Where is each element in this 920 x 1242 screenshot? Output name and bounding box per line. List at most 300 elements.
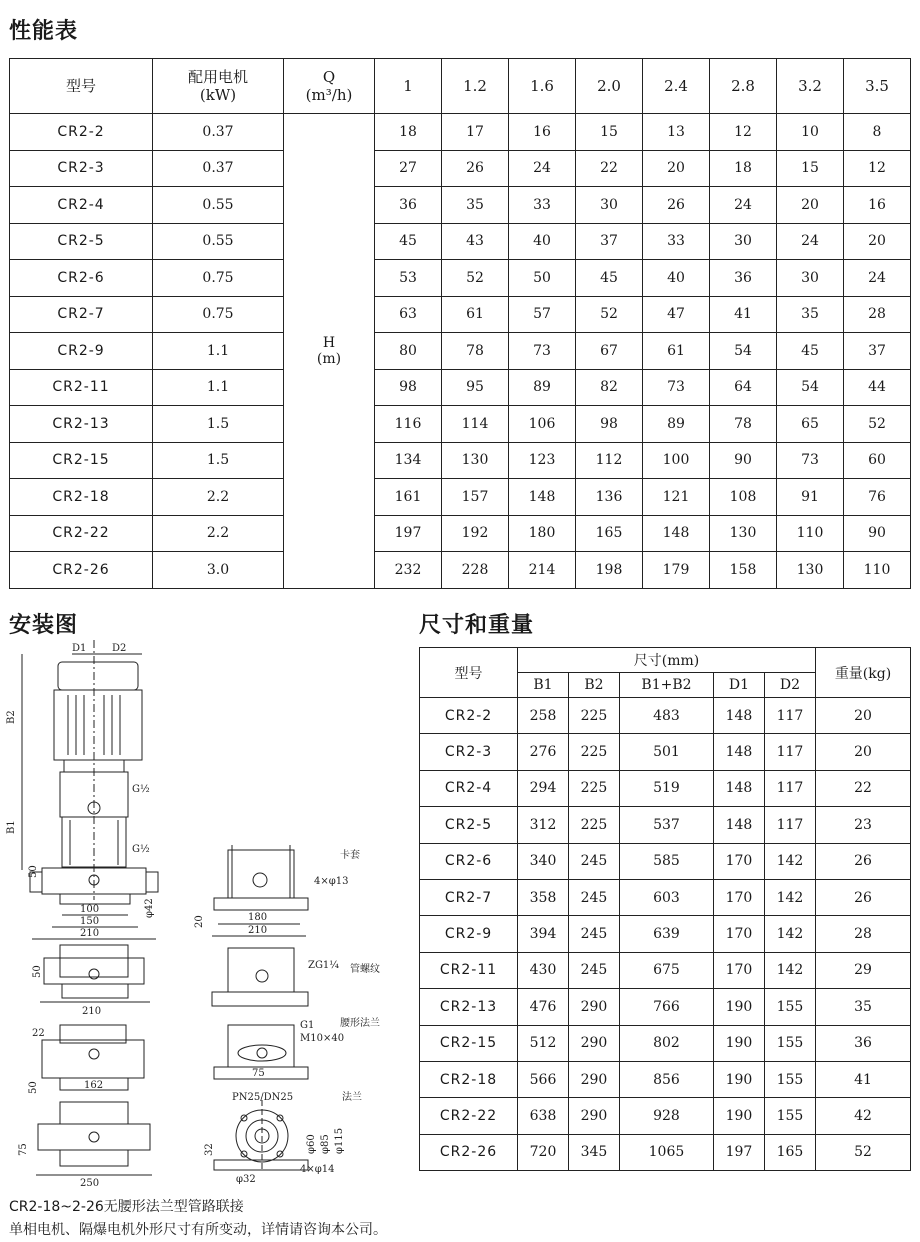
head-value-cell: 130 bbox=[777, 552, 844, 589]
dim-col-size-header: 尺寸(mm) bbox=[518, 648, 816, 673]
dim-value-cell: 675 bbox=[619, 952, 713, 988]
head-value-cell: 35 bbox=[442, 187, 509, 224]
head-value-cell: 27 bbox=[375, 150, 442, 187]
head-value-cell: 130 bbox=[710, 515, 777, 552]
performance-body bbox=[10, 114, 911, 589]
motor-kw-cell: 1.1 bbox=[153, 333, 284, 370]
label-pn25: PN25/DN25 bbox=[232, 1092, 294, 1103]
motor-kw-cell: 0.37 bbox=[153, 150, 284, 187]
head-value-cell: 22 bbox=[576, 150, 643, 187]
performance-row bbox=[10, 552, 911, 589]
dim-value-cell: 519 bbox=[619, 770, 713, 806]
head-value-cell: 228 bbox=[442, 552, 509, 589]
dim-col-model-header: 型号 bbox=[420, 648, 518, 698]
label-20: 20 bbox=[194, 915, 205, 928]
dim-weight-cell: 52 bbox=[816, 1134, 911, 1170]
note-line-2: 单相电机、隔爆电机外形尺寸有所变动，详情请咨询本公司。 bbox=[9, 1222, 387, 1238]
dim-model-cell: CR2-4 bbox=[420, 770, 518, 806]
view-bottom bbox=[36, 1102, 152, 1175]
performance-row bbox=[10, 114, 911, 151]
head-value-cell: 179 bbox=[643, 552, 710, 589]
dim-weight-cell: 28 bbox=[816, 916, 911, 952]
head-value-cell: 18 bbox=[710, 150, 777, 187]
model-cell: CR2-6 bbox=[10, 260, 153, 297]
head-value-cell: 57 bbox=[509, 296, 576, 333]
performance-header-row bbox=[10, 59, 911, 114]
head-value-cell: 161 bbox=[375, 479, 442, 516]
dim-model-cell: CR2-9 bbox=[420, 916, 518, 952]
col-q-label: Q bbox=[322, 68, 336, 86]
dim-value-cell: 1065 bbox=[619, 1134, 713, 1170]
label-phi42: φ42 bbox=[144, 898, 155, 918]
col-motor-label: 配用电机 bbox=[187, 68, 248, 86]
head-value-cell: 40 bbox=[509, 223, 576, 260]
dim-subcol-header: B1 bbox=[518, 673, 569, 698]
dim-value-cell: 258 bbox=[518, 698, 569, 734]
head-value-cell: 20 bbox=[777, 187, 844, 224]
flow-header: 2.0 bbox=[576, 59, 643, 114]
model-cell: CR2-26 bbox=[10, 552, 153, 589]
dim-value-cell: 117 bbox=[764, 770, 815, 806]
model-cell: CR2-18 bbox=[10, 479, 153, 516]
dim-value-cell: 225 bbox=[568, 807, 619, 843]
head-value-cell: 52 bbox=[576, 296, 643, 333]
label-50-elevation: 50 bbox=[28, 865, 39, 878]
head-value-cell: 50 bbox=[509, 260, 576, 297]
dim-weight-cell: 36 bbox=[816, 1025, 911, 1061]
view-pipe-thread bbox=[212, 948, 308, 1006]
col-q-header bbox=[284, 59, 375, 114]
dim-model-cell: CR2-26 bbox=[420, 1134, 518, 1170]
motor-kw-cell: 0.75 bbox=[153, 296, 284, 333]
dim-value-cell: 190 bbox=[713, 1098, 764, 1134]
dim-value-cell: 190 bbox=[713, 1061, 764, 1097]
head-value-cell: 65 bbox=[777, 406, 844, 443]
head-value-cell: 54 bbox=[777, 369, 844, 406]
dim-value-cell: 225 bbox=[568, 698, 619, 734]
motor-kw-cell: 1.5 bbox=[153, 442, 284, 479]
dim-value-cell: 155 bbox=[764, 1025, 815, 1061]
dim-value-cell: 290 bbox=[568, 1025, 619, 1061]
col-model-header: 型号 bbox=[10, 59, 153, 114]
head-value-cell: 20 bbox=[643, 150, 710, 187]
head-value-cell: 44 bbox=[844, 369, 911, 406]
col-motor-unit: (kW) bbox=[199, 86, 237, 104]
head-value-cell: 112 bbox=[576, 442, 643, 479]
head-label-cell bbox=[284, 114, 375, 589]
head-value-cell: 89 bbox=[509, 369, 576, 406]
head-value-cell: 47 bbox=[643, 296, 710, 333]
view-round-flange bbox=[214, 1100, 308, 1170]
motor-kw-cell: 0.37 bbox=[153, 114, 284, 151]
dim-value-cell: 117 bbox=[764, 698, 815, 734]
dimensions-row bbox=[420, 1061, 911, 1097]
dim-weight-cell: 42 bbox=[816, 1098, 911, 1134]
dim-value-cell: 483 bbox=[619, 698, 713, 734]
dim-value-cell: 170 bbox=[713, 843, 764, 879]
performance-row bbox=[10, 442, 911, 479]
head-value-cell: 82 bbox=[576, 369, 643, 406]
dim-value-cell: 537 bbox=[619, 807, 713, 843]
label-g1: G1 bbox=[300, 1020, 315, 1031]
head-value-cell: 60 bbox=[844, 442, 911, 479]
head-value-cell: 36 bbox=[375, 187, 442, 224]
label-phi32: φ32 bbox=[236, 1174, 256, 1185]
head-value-cell: 18 bbox=[375, 114, 442, 151]
head-value-cell: 36 bbox=[710, 260, 777, 297]
dimensions-table bbox=[419, 647, 911, 1171]
head-value-cell: 90 bbox=[844, 515, 911, 552]
head-value-cell: 76 bbox=[844, 479, 911, 516]
head-value-cell: 67 bbox=[576, 333, 643, 370]
head-unit: (m) bbox=[316, 350, 342, 367]
head-value-cell: 232 bbox=[375, 552, 442, 589]
dimensions-row bbox=[420, 879, 911, 915]
model-cell: CR2-4 bbox=[10, 187, 153, 224]
head-value-cell: 17 bbox=[442, 114, 509, 151]
dim-value-cell: 245 bbox=[568, 952, 619, 988]
label-210-clamp: 210 bbox=[248, 925, 268, 936]
dim-weight-cell: 26 bbox=[816, 879, 911, 915]
col-q-unit: (m³/h) bbox=[305, 86, 353, 104]
head-value-cell: 116 bbox=[375, 406, 442, 443]
dimensions-row bbox=[420, 1025, 911, 1061]
dim-value-cell: 566 bbox=[518, 1061, 569, 1097]
head-value-cell: 24 bbox=[509, 150, 576, 187]
dim-subcol-header: B1+B2 bbox=[619, 673, 713, 698]
motor-kw-cell: 0.55 bbox=[153, 187, 284, 224]
head-value-cell: 37 bbox=[844, 333, 911, 370]
head-value-cell: 26 bbox=[643, 187, 710, 224]
flow-header: 2.8 bbox=[710, 59, 777, 114]
dimensions-row bbox=[420, 952, 911, 988]
dim-value-cell: 117 bbox=[764, 807, 815, 843]
head-value-cell: 148 bbox=[643, 515, 710, 552]
model-cell: CR2-13 bbox=[10, 406, 153, 443]
head-value-cell: 136 bbox=[576, 479, 643, 516]
head-value-cell: 130 bbox=[442, 442, 509, 479]
label-oval-flange: 腰形法兰 bbox=[340, 1018, 380, 1029]
dimensions-row bbox=[420, 770, 911, 806]
dim-value-cell: 170 bbox=[713, 952, 764, 988]
dim-value-cell: 142 bbox=[764, 952, 815, 988]
head-value-cell: 121 bbox=[643, 479, 710, 516]
dim-col-weight-header: 重量(kg) bbox=[816, 648, 911, 698]
dim-model-cell: CR2-3 bbox=[420, 734, 518, 770]
label-g-half-top: G½ bbox=[132, 784, 150, 795]
dim-value-cell: 142 bbox=[764, 916, 815, 952]
dim-value-cell: 638 bbox=[518, 1098, 569, 1134]
note-line-1: CR2-18~2-26无腰形法兰型管路联接 bbox=[9, 1199, 244, 1215]
performance-row bbox=[10, 369, 911, 406]
head-value-cell: 45 bbox=[576, 260, 643, 297]
label-flange: 法兰 bbox=[342, 1092, 362, 1103]
label-phi85: φ85 bbox=[320, 1134, 331, 1154]
flow-header: 1 bbox=[375, 59, 442, 114]
head-value-cell: 33 bbox=[643, 223, 710, 260]
install-heading: 安装图 bbox=[9, 613, 79, 638]
dim-weight-cell: 41 bbox=[816, 1061, 911, 1097]
performance-row bbox=[10, 333, 911, 370]
head-value-cell: 12 bbox=[844, 150, 911, 187]
head-value-cell: 37 bbox=[576, 223, 643, 260]
label-180: 180 bbox=[248, 912, 268, 923]
dim-subcol-header: B2 bbox=[568, 673, 619, 698]
dim-value-cell: 170 bbox=[713, 879, 764, 915]
head-value-cell: 40 bbox=[643, 260, 710, 297]
performance-row bbox=[10, 479, 911, 516]
performance-row bbox=[10, 406, 911, 443]
head-value-cell: 33 bbox=[509, 187, 576, 224]
head-value-cell: 24 bbox=[710, 187, 777, 224]
head-value-cell: 41 bbox=[710, 296, 777, 333]
dimensions-header-row bbox=[420, 648, 911, 673]
dim-value-cell: 117 bbox=[764, 734, 815, 770]
dim-weight-cell: 26 bbox=[816, 843, 911, 879]
head-value-cell: 157 bbox=[442, 479, 509, 516]
head-value-cell: 134 bbox=[375, 442, 442, 479]
dim-value-cell: 501 bbox=[619, 734, 713, 770]
motor-kw-cell: 1.5 bbox=[153, 406, 284, 443]
head-value-cell: 80 bbox=[375, 333, 442, 370]
dim-weight-cell: 22 bbox=[816, 770, 911, 806]
head-value-cell: 95 bbox=[442, 369, 509, 406]
label-b2: B2 bbox=[6, 710, 17, 724]
dim-value-cell: 148 bbox=[713, 698, 764, 734]
head-value-cell: 28 bbox=[844, 296, 911, 333]
dimensions-row bbox=[420, 916, 911, 952]
model-cell: CR2-9 bbox=[10, 333, 153, 370]
head-value-cell: 24 bbox=[777, 223, 844, 260]
head-value-cell: 91 bbox=[777, 479, 844, 516]
dim-weight-cell: 23 bbox=[816, 807, 911, 843]
label-150: 150 bbox=[80, 916, 100, 927]
head-value-cell: 165 bbox=[576, 515, 643, 552]
model-cell: CR2-15 bbox=[10, 442, 153, 479]
head-value-cell: 158 bbox=[710, 552, 777, 589]
head-label: H bbox=[322, 334, 336, 351]
dim-value-cell: 345 bbox=[568, 1134, 619, 1170]
dim-model-cell: CR2-7 bbox=[420, 879, 518, 915]
head-value-cell: 52 bbox=[844, 406, 911, 443]
label-g-half-bottom: G½ bbox=[132, 844, 150, 855]
dim-value-cell: 766 bbox=[619, 989, 713, 1025]
head-value-cell: 16 bbox=[509, 114, 576, 151]
head-value-cell: 30 bbox=[777, 260, 844, 297]
head-value-cell: 53 bbox=[375, 260, 442, 297]
dim-value-cell: 476 bbox=[518, 989, 569, 1025]
head-value-cell: 43 bbox=[442, 223, 509, 260]
head-value-cell: 61 bbox=[643, 333, 710, 370]
dim-weight-cell: 29 bbox=[816, 952, 911, 988]
head-value-cell: 8 bbox=[844, 114, 911, 151]
motor-kw-cell: 2.2 bbox=[153, 515, 284, 552]
dim-model-cell: CR2-5 bbox=[420, 807, 518, 843]
performance-heading: 性能表 bbox=[9, 19, 79, 44]
dim-value-cell: 394 bbox=[518, 916, 569, 952]
dim-value-cell: 148 bbox=[713, 734, 764, 770]
head-value-cell: 148 bbox=[509, 479, 576, 516]
head-value-cell: 30 bbox=[710, 223, 777, 260]
head-value-cell: 24 bbox=[844, 260, 911, 297]
label-d1: D1 bbox=[72, 643, 87, 654]
head-value-cell: 13 bbox=[643, 114, 710, 151]
dim-value-cell: 155 bbox=[764, 1061, 815, 1097]
performance-row bbox=[10, 515, 911, 552]
dim-model-cell: CR2-18 bbox=[420, 1061, 518, 1097]
dim-value-cell: 245 bbox=[568, 879, 619, 915]
label-zg: ZG1¼ bbox=[308, 960, 339, 971]
motor-kw-cell: 3.0 bbox=[153, 552, 284, 589]
flow-header: 2.4 bbox=[643, 59, 710, 114]
model-cell: CR2-22 bbox=[10, 515, 153, 552]
head-value-cell: 100 bbox=[643, 442, 710, 479]
head-value-cell: 180 bbox=[509, 515, 576, 552]
head-value-cell: 15 bbox=[576, 114, 643, 151]
model-cell: CR2-7 bbox=[10, 296, 153, 333]
dim-model-cell: CR2-22 bbox=[420, 1098, 518, 1134]
dim-value-cell: 340 bbox=[518, 843, 569, 879]
motor-kw-cell: 1.1 bbox=[153, 369, 284, 406]
dimensions-heading: 尺寸和重量 bbox=[419, 613, 535, 638]
label-b1: B1 bbox=[6, 820, 17, 834]
dim-value-cell: 155 bbox=[764, 989, 815, 1025]
head-value-cell: 63 bbox=[375, 296, 442, 333]
label-22: 22 bbox=[32, 1028, 45, 1039]
label-bolt-14: 4×φ14 bbox=[300, 1164, 335, 1175]
dim-weight-cell: 20 bbox=[816, 698, 911, 734]
head-value-cell: 98 bbox=[375, 369, 442, 406]
head-value-cell: 20 bbox=[844, 223, 911, 260]
performance-table bbox=[9, 58, 911, 589]
flow-header: 3.2 bbox=[777, 59, 844, 114]
head-value-cell: 73 bbox=[643, 369, 710, 406]
label-m10: M10×40 bbox=[300, 1033, 345, 1044]
dim-subcol-header: D2 bbox=[764, 673, 815, 698]
model-cell: CR2-2 bbox=[10, 114, 153, 151]
dimensions-row bbox=[420, 843, 911, 879]
dim-value-cell: 142 bbox=[764, 843, 815, 879]
dim-value-cell: 148 bbox=[713, 770, 764, 806]
dim-value-cell: 142 bbox=[764, 879, 815, 915]
dim-value-cell: 170 bbox=[713, 916, 764, 952]
dim-value-cell: 225 bbox=[568, 770, 619, 806]
motor-kw-cell: 0.75 bbox=[153, 260, 284, 297]
dim-value-cell: 639 bbox=[619, 916, 713, 952]
dimensions-row bbox=[420, 1098, 911, 1134]
head-value-cell: 110 bbox=[844, 552, 911, 589]
label-250: 250 bbox=[80, 1178, 100, 1189]
label-50-base: 50 bbox=[32, 965, 43, 978]
dim-subcol-header: D1 bbox=[713, 673, 764, 698]
dim-value-cell: 290 bbox=[568, 1098, 619, 1134]
head-value-cell: 78 bbox=[710, 406, 777, 443]
head-value-cell: 106 bbox=[509, 406, 576, 443]
performance-row bbox=[10, 187, 911, 224]
flow-header: 1.6 bbox=[509, 59, 576, 114]
label-32-flange: 32 bbox=[204, 1143, 215, 1156]
head-value-cell: 52 bbox=[442, 260, 509, 297]
dimensions-row bbox=[420, 734, 911, 770]
dim-value-cell: 856 bbox=[619, 1061, 713, 1097]
head-value-cell: 45 bbox=[777, 333, 844, 370]
dim-model-cell: CR2-15 bbox=[420, 1025, 518, 1061]
view-clamp bbox=[214, 845, 308, 910]
performance-row bbox=[10, 150, 911, 187]
head-value-cell: 45 bbox=[375, 223, 442, 260]
dim-model-cell: CR2-6 bbox=[420, 843, 518, 879]
dim-value-cell: 190 bbox=[713, 1025, 764, 1061]
model-cell: CR2-11 bbox=[10, 369, 153, 406]
dim-value-cell: 165 bbox=[764, 1134, 815, 1170]
label-bolt-13: 4×φ13 bbox=[314, 876, 349, 887]
head-value-cell: 35 bbox=[777, 296, 844, 333]
head-value-cell: 89 bbox=[643, 406, 710, 443]
label-phi115: φ115 bbox=[334, 1127, 345, 1154]
head-value-cell: 98 bbox=[576, 406, 643, 443]
dim-value-cell: 802 bbox=[619, 1025, 713, 1061]
head-value-cell: 54 bbox=[710, 333, 777, 370]
head-value-cell: 15 bbox=[777, 150, 844, 187]
label-210-base: 210 bbox=[82, 1006, 102, 1017]
dim-value-cell: 294 bbox=[518, 770, 569, 806]
dim-value-cell: 585 bbox=[619, 843, 713, 879]
label-162: 162 bbox=[84, 1080, 104, 1091]
head-value-cell: 90 bbox=[710, 442, 777, 479]
head-value-cell: 61 bbox=[442, 296, 509, 333]
dim-value-cell: 197 bbox=[713, 1134, 764, 1170]
dim-value-cell: 290 bbox=[568, 1061, 619, 1097]
dim-value-cell: 358 bbox=[518, 879, 569, 915]
label-50-flange: 50 bbox=[28, 1081, 39, 1094]
dimensions-body bbox=[420, 698, 911, 1171]
head-value-cell: 73 bbox=[777, 442, 844, 479]
head-value-cell: 78 bbox=[442, 333, 509, 370]
installation-drawing bbox=[0, 640, 412, 1190]
dim-value-cell: 430 bbox=[518, 952, 569, 988]
dim-weight-cell: 35 bbox=[816, 989, 911, 1025]
label-210-elevation: 210 bbox=[80, 928, 100, 939]
dim-value-cell: 720 bbox=[518, 1134, 569, 1170]
label-100: 100 bbox=[80, 904, 100, 915]
motor-kw-cell: 2.2 bbox=[153, 479, 284, 516]
dim-value-cell: 155 bbox=[764, 1098, 815, 1134]
flow-header: 3.5 bbox=[844, 59, 911, 114]
label-d2: D2 bbox=[112, 643, 127, 654]
performance-row bbox=[10, 223, 911, 260]
head-value-cell: 214 bbox=[509, 552, 576, 589]
model-cell: CR2-3 bbox=[10, 150, 153, 187]
dim-value-cell: 245 bbox=[568, 843, 619, 879]
dimensions-row bbox=[420, 807, 911, 843]
dim-weight-cell: 20 bbox=[816, 734, 911, 770]
dim-value-cell: 245 bbox=[568, 916, 619, 952]
dimensions-row bbox=[420, 989, 911, 1025]
performance-row bbox=[10, 260, 911, 297]
head-value-cell: 64 bbox=[710, 369, 777, 406]
label-pipe-thread: 管螺纹 bbox=[350, 964, 380, 975]
flow-header: 1.2 bbox=[442, 59, 509, 114]
dim-model-cell: CR2-13 bbox=[420, 989, 518, 1025]
label-clamp: 卡套 bbox=[340, 850, 360, 861]
dim-model-cell: CR2-2 bbox=[420, 698, 518, 734]
head-value-cell: 197 bbox=[375, 515, 442, 552]
dim-value-cell: 312 bbox=[518, 807, 569, 843]
head-value-cell: 10 bbox=[777, 114, 844, 151]
col-motor-header bbox=[153, 59, 284, 114]
dim-value-cell: 225 bbox=[568, 734, 619, 770]
head-value-cell: 30 bbox=[576, 187, 643, 224]
